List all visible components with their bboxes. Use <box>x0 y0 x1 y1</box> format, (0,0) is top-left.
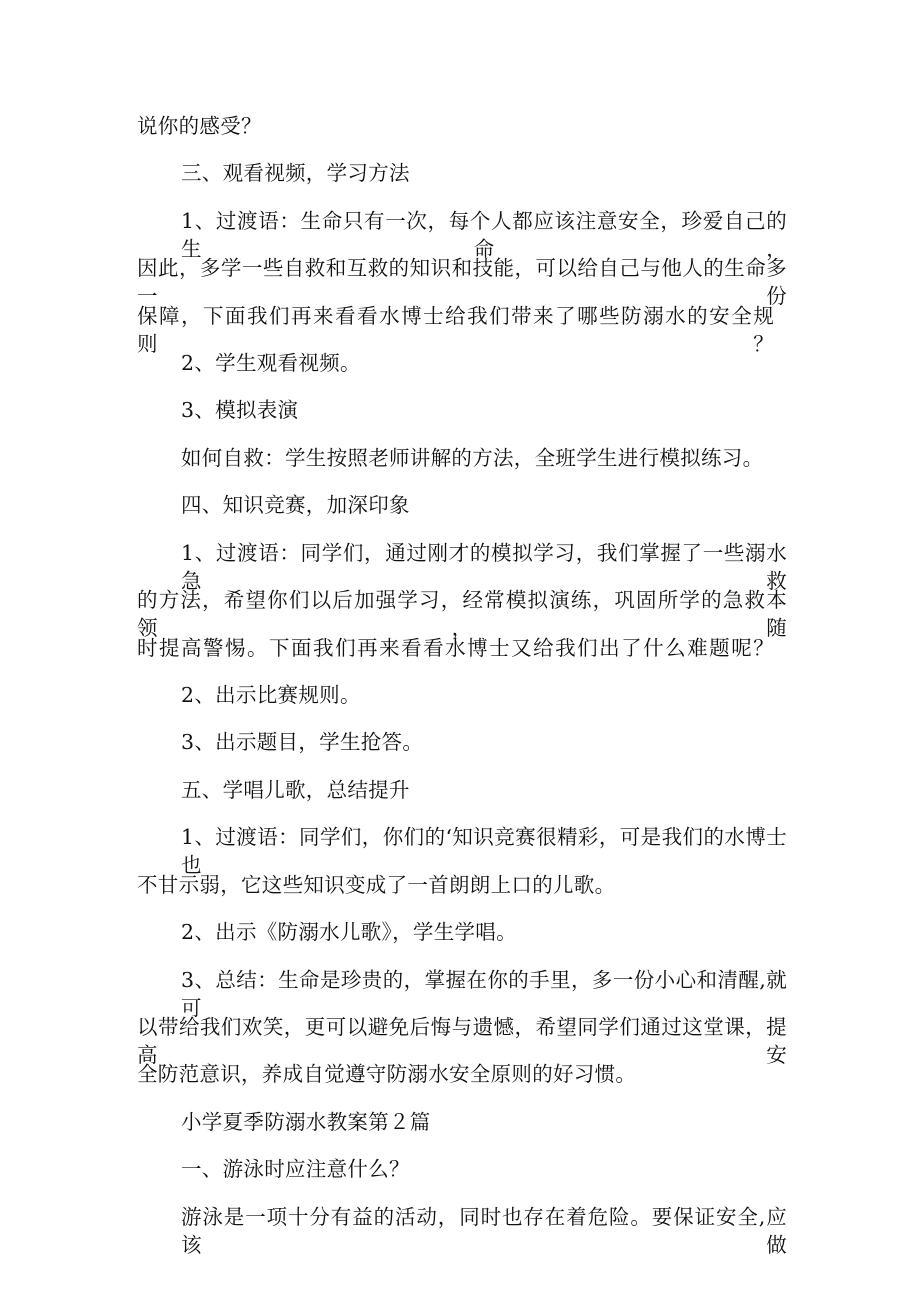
paragraph-5-3-line-3: 全防范意识，养成自觉遵守防溺水安全原则的好习惯。 <box>137 1062 637 1086</box>
paragraph-3-3: 3、模拟表演 <box>181 398 299 422</box>
lesson-title-2: 小学夏季防溺水教案第２篇 <box>181 1110 431 1134</box>
paragraph-5-3-line-2: 以带给我们欢笑，更可以避免后悔与遗憾，希望同学们通过这堂课，提高安 <box>137 1015 787 1067</box>
section-heading-5: 五、学唱儿歌，总结提升 <box>181 778 410 802</box>
section-heading-4: 四、知识竞赛，加深印象 <box>181 493 410 517</box>
paragraph-4-1-line-2: 的方法，希望你们以后加强学习，经常模拟演练，巩固所学的急救本领，随 <box>137 588 787 640</box>
paragraph-5-3-line-1: 3、总结：生命是珍贵的，掌握在你的手里，多一份小心和清醒,就可 <box>181 968 787 1020</box>
paragraph-4-3: 3、出示题目，学生抢答。 <box>181 730 424 754</box>
paragraph-3-1-line-3: 保障，下面我们再来看看水博士给我们带来了哪些防溺水的安全规则？ <box>137 304 774 356</box>
paragraph-4-1-line-3: 时提高警惕。下面我们再来看看水博士又给我们出了什么难题呢？ <box>137 636 774 660</box>
paragraph-5-2: 2、出示《防溺水儿歌》，学生学唱。 <box>181 920 517 944</box>
paragraph-3-2: 2、学生观看视频。 <box>181 351 361 375</box>
paragraph-4-2: 2、出示比赛规则。 <box>181 683 361 707</box>
paragraph-3-self-rescue: 如何自救：学生按照老师讲解的方法，全班学生进行模拟练习。 <box>181 446 764 470</box>
paragraph-4-1-line-1: 1、过渡语：同学们，通过刚才的模拟学习，我们掌握了一些溺水急救 <box>181 541 787 593</box>
paragraph-3-1-line-2: 因此，多学一些自救和互救的知识和技能，可以给自己与他人的生命多一份 <box>137 256 787 308</box>
question-heading-1: 一、游泳时应注意什么？ <box>181 1157 410 1181</box>
paragraph-5-1-line-1: 1、过渡语：同学们，你们的‘知识竞赛很精彩，可是我们的水博士也 <box>181 825 787 877</box>
paragraph-swim: 游泳是一项十分有益的活动，同时也存在着危险。要保证安全,应该做 <box>181 1205 787 1257</box>
paragraph-5-1-line-2: 不甘示弱，它这些知识变成了一首朗朗上口的儿歌。 <box>137 873 616 897</box>
paragraph-3-1-line-1: 1、过渡语：生命只有一次，每个人都应该注意安全，珍爱自己的生命， <box>181 209 787 261</box>
continuation-text: 说你的感受？ <box>137 114 262 138</box>
section-heading-3: 三、观看视频，学习方法 <box>181 161 410 185</box>
